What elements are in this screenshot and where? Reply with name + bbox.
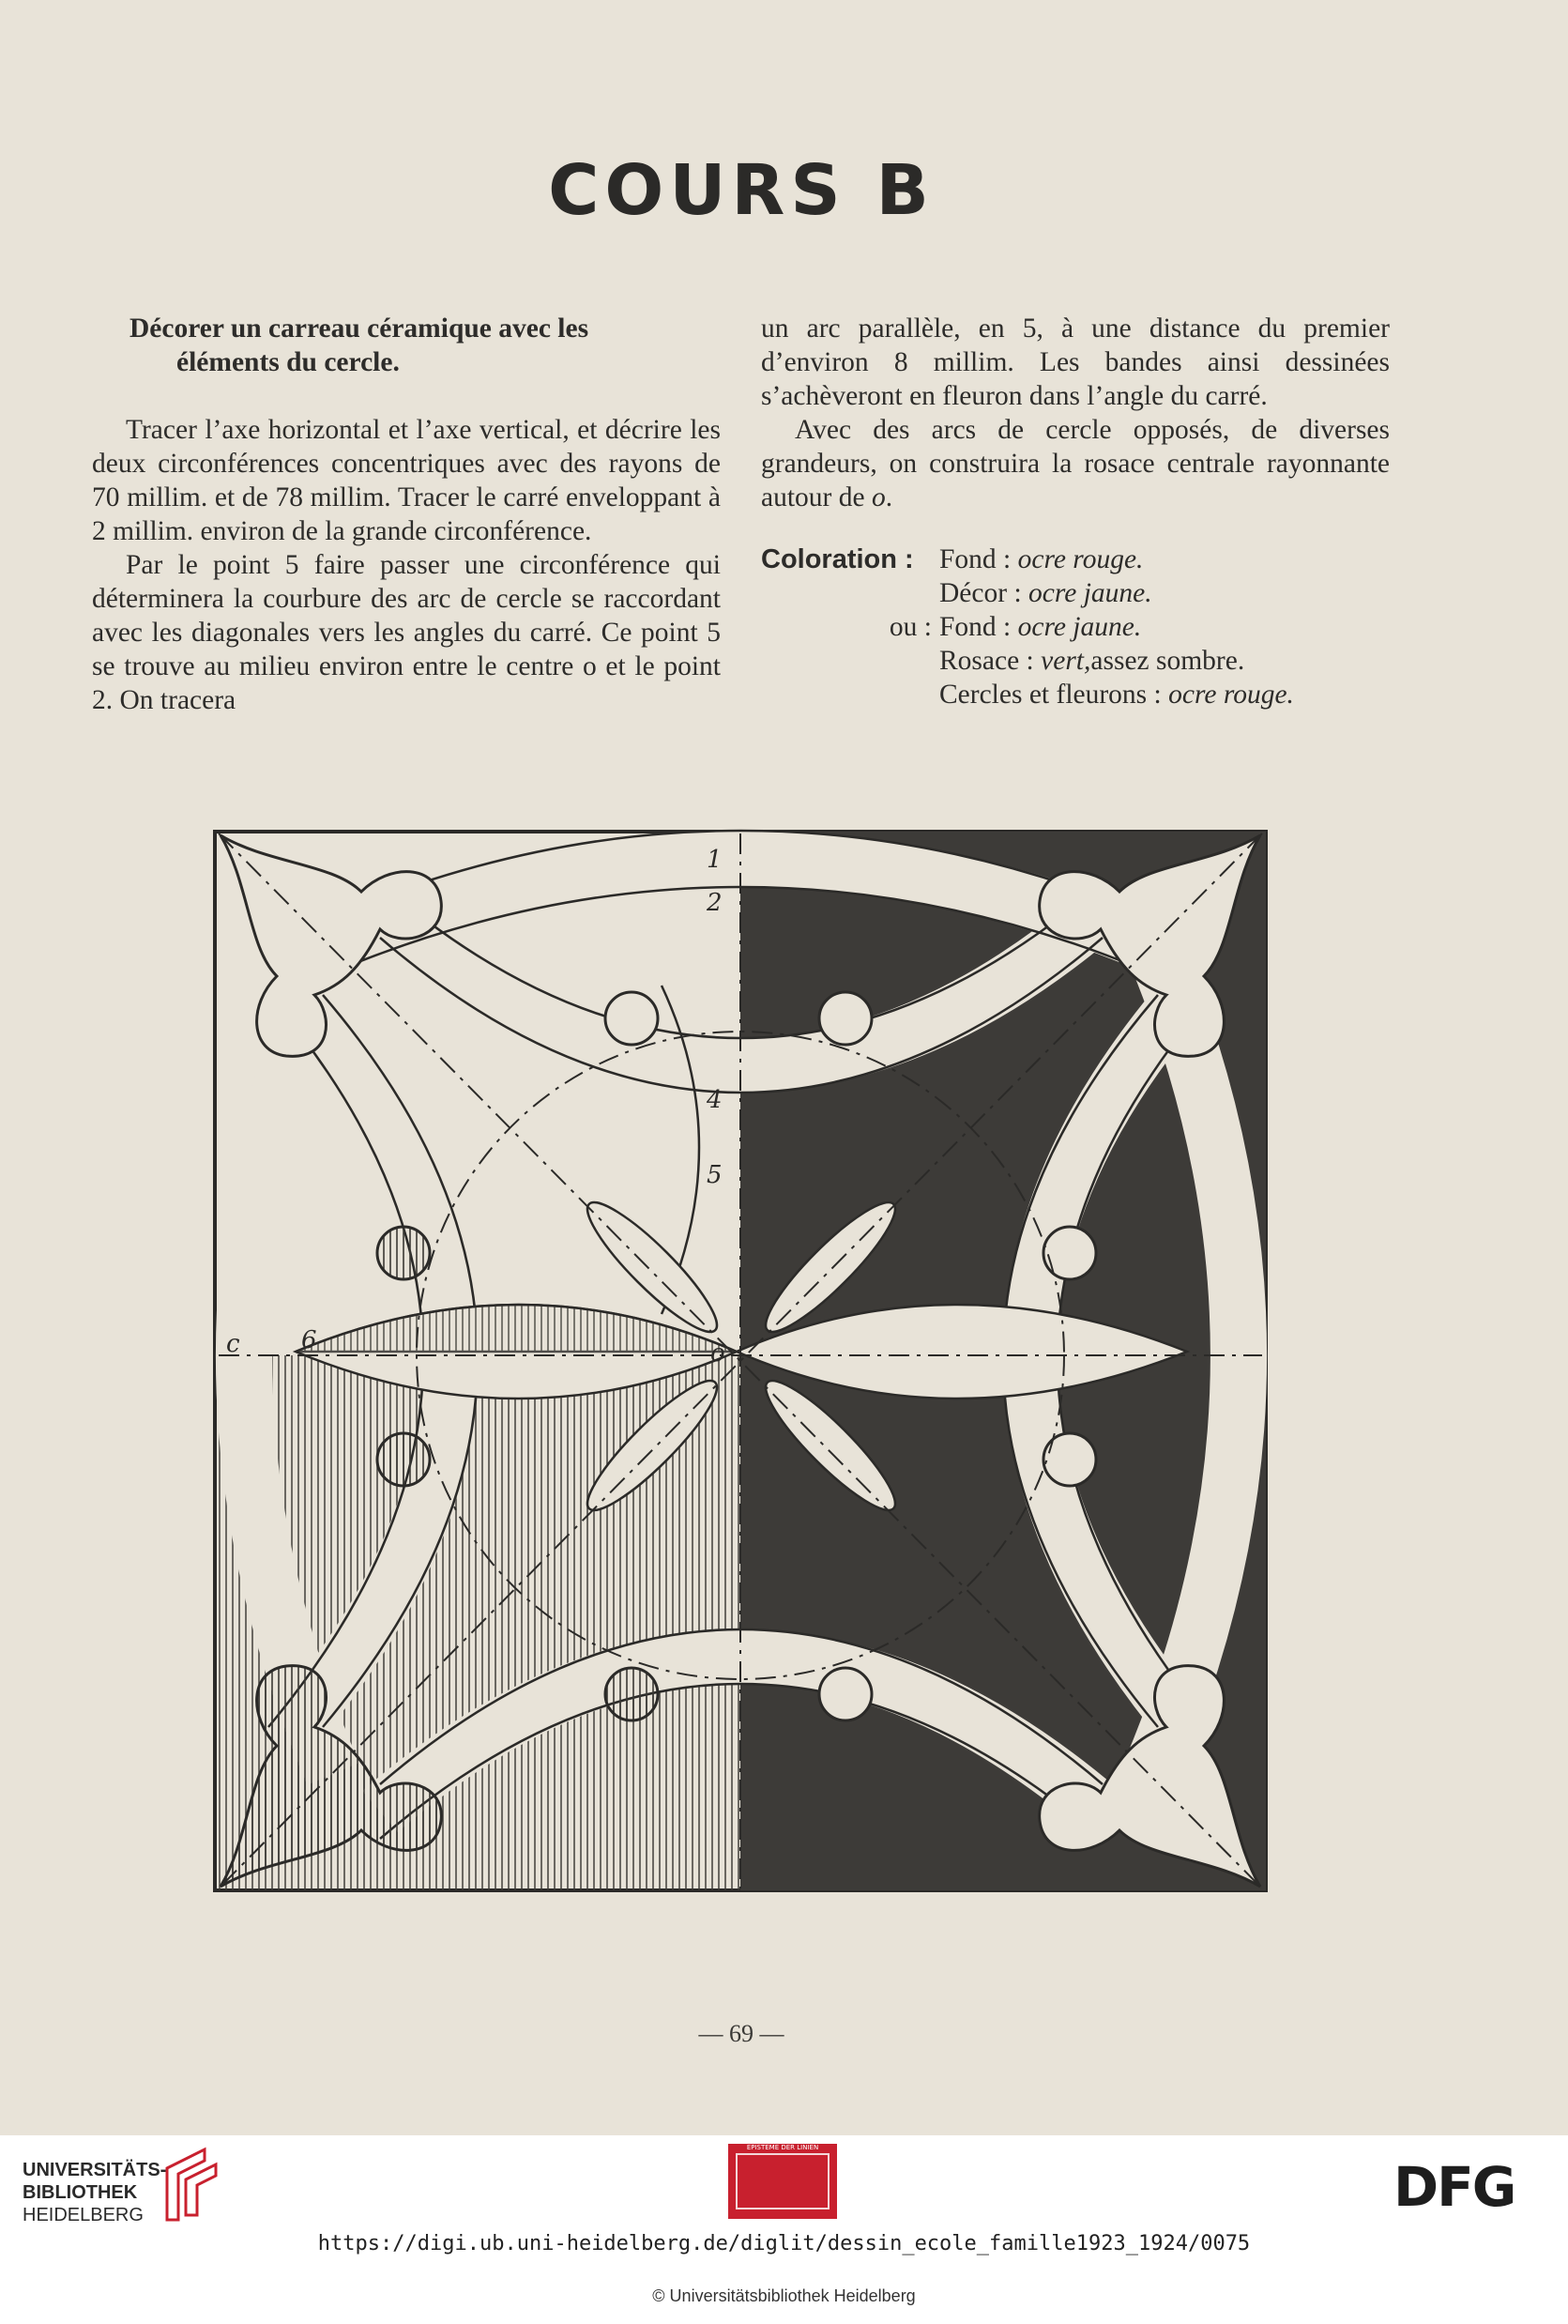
- right-paragraph-1: un arc parallèle, en 5, à une distance du premier d’environ 8 millim. Les bandes ainsi dessinées s’achèveront en fleuron dans l’angle du carré.: [761, 313, 1390, 411]
- coloration-row-2: [761, 576, 1390, 610]
- coloration-row-1: [761, 543, 1390, 576]
- page-title: COURS B: [548, 150, 935, 231]
- center-point-label: o: [871, 482, 886, 512]
- coloration-row-3: [761, 610, 1390, 644]
- right-paragraph-2: [761, 413, 1390, 514]
- right-paragraph-2-end: .: [885, 482, 893, 512]
- coloration-row-3-text: Fond :: [939, 612, 1012, 642]
- coloration-or: ou :: [889, 612, 932, 642]
- label-point-6: 6: [301, 1326, 317, 1354]
- coloration-row-1-value: ocre rouge.: [1017, 544, 1144, 574]
- dfg-logo[interactable]: DFG: [1393, 2155, 1515, 2219]
- left-column: [92, 312, 721, 717]
- coloration-row-2-text: Décor :: [939, 578, 1022, 608]
- label-point-5: 5: [707, 1161, 723, 1189]
- heading-line-1: Décorer un carreau céramique avec les: [129, 313, 589, 344]
- right-column: [761, 312, 1390, 711]
- label-point-1: 1: [707, 846, 723, 874]
- page-number: — 69 —: [698, 2020, 784, 2047]
- coloration-row-3-value: ocre jaune.: [1017, 612, 1142, 642]
- coloration-row-1-text: Fond :: [939, 544, 1012, 574]
- label-point-4: 4: [707, 1086, 723, 1114]
- episteme-logo[interactable]: [728, 2144, 837, 2219]
- coloration-row-5-value: ocre rouge.: [1168, 680, 1294, 710]
- label-point-o: o: [710, 1339, 725, 1368]
- label-point-2: 2: [707, 889, 723, 917]
- coloration-row-4-end: assez sombre.: [1090, 646, 1245, 676]
- label-point-c: c: [226, 1330, 240, 1358]
- left-paragraph-2: Par le point 5 faire passer une circonférence qui déterminera la courbure des arc de cercle se raccordant avec les diagonales vers les angles du carré. Ce point 5 se trouve au milieu environ entre le centre o et le point 2. On tracera: [92, 550, 721, 715]
- ub-line-3: HEIDELBERG: [23, 2205, 144, 2225]
- coloration-row-5-text: Cercles et fleurons :: [939, 680, 1162, 710]
- copyright-notice: © Universitätsbibliothek Heidelberg: [652, 2286, 916, 2305]
- ub-line-1: UNIVERSITÄTS-: [23, 2160, 167, 2180]
- ub-heidelberg-wordmark[interactable]: [23, 2159, 166, 2226]
- coloration-row-4: [761, 644, 1390, 678]
- source-url-link[interactable]: https://digi.ub.uni-heidelberg.de/diglit/dessin_ecole_famille1923_1924/0075: [317, 2232, 1251, 2255]
- coloration-row-4-value: vert,: [1041, 646, 1091, 676]
- ub-logo-icon: [158, 2140, 223, 2225]
- left-paragraph-1: Tracer l’axe horizontal et l’axe vertical, et décrire les deux circonférences concentriques avec des rayons de 70 millim. et de 78 millim. Tracer le carré enveloppant à 2 millim. environ de la grande circonférence.: [92, 415, 721, 546]
- coloration-block: [761, 543, 1390, 711]
- section-heading: [129, 312, 721, 379]
- ub-line-2: BIBLIOTHEK: [23, 2182, 138, 2203]
- coloration-row-4-text: Rosace :: [939, 646, 1034, 676]
- coloration-row-5: [761, 678, 1390, 711]
- right-paragraph-2-text: Avec des arcs de cercle opposés, de diverses grandeurs, on construira la rosace centrale rayonnante autour de: [761, 415, 1390, 512]
- heading-line-2: éléments du cercle.: [176, 347, 400, 377]
- coloration-label: Coloration :: [761, 544, 914, 574]
- ceramic-tile-illustration: [211, 826, 1270, 1896]
- episteme-logo-text: EPISTEME DER LINIEN: [746, 2144, 819, 2151]
- coloration-row-2-value: ocre jaune.: [1028, 578, 1152, 608]
